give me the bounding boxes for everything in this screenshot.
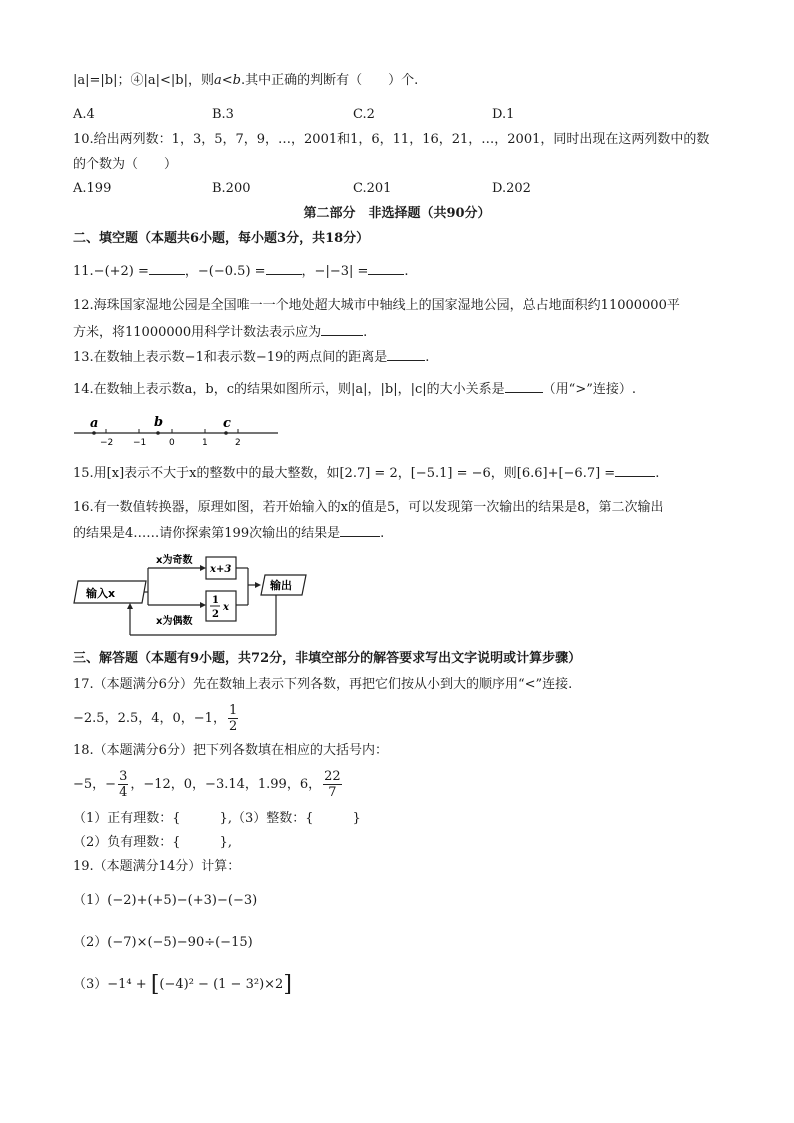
odd-condition-label: x为奇数 [156, 555, 193, 566]
q11-blank-3[interactable] [368, 262, 404, 275]
q17-nums: −2.5，2.5，4，0，−1， [73, 711, 226, 726]
q11-part-a: 11.−(+2) = [73, 264, 149, 279]
q19-text: 19.（本题满分14分）计算： [73, 859, 241, 874]
q10-option-b[interactable]: B.200 [212, 181, 251, 196]
q16-text: 的结果是4……请你探索第199次输出的结果是 [73, 526, 341, 541]
q19-p3-a: （3）−1⁴ + [73, 977, 147, 992]
q17-fraction [228, 703, 238, 734]
part2-title: 第二部分 非选择题（共90分） [303, 206, 491, 221]
q19-bracket-close: ] [283, 972, 292, 997]
q12-line1: 12.海珠国家湿地公园是全国唯一一个地处超大城市中轴线上的国家湿地公园，总占地面积约11000000平 [73, 298, 680, 313]
q12-end: . [363, 325, 368, 340]
q9-option-a[interactable]: A.4 [73, 107, 95, 122]
q17-frac-den: 2 [228, 719, 238, 734]
q17-numbers [73, 700, 240, 738]
q18-numbers [73, 766, 344, 804]
q19-part1: （1）(−2)+(+5)−(+3)−(−3) [73, 893, 258, 908]
q16-line1: 16.有一数值转换器，原理如图，若开始输入的x的值是5，可以发现第一次输出的结果是8，第二次输出 [73, 500, 664, 515]
converter-flowchart [72, 549, 312, 641]
loop-arrow [127, 603, 133, 609]
q17-frac-num: 1 [228, 703, 238, 718]
q11-part-c: ，−|−3| = [301, 264, 369, 279]
q12-text: 方米，将11000000用科学计数法表示应为 [73, 325, 322, 340]
q15 [73, 464, 659, 483]
section3-title: 三、解答题（本题有9小题，共72分，非填空部分的解答要求写出文字说明或计算步骤） [73, 651, 582, 666]
input-label: 输入x [86, 587, 116, 600]
q18-f2-num: 22 [324, 769, 341, 784]
q13-blank[interactable] [387, 348, 425, 361]
q13-end: . [425, 350, 430, 365]
number-line-figure [72, 413, 282, 449]
label-a: a [90, 416, 99, 431]
odd-op-label: x+3 [210, 564, 232, 575]
q11-blank-2[interactable] [266, 262, 302, 275]
q16-end: . [380, 526, 385, 541]
q14 [73, 380, 636, 399]
q10-option-a[interactable]: A.199 [73, 181, 112, 196]
even-condition-label: x为偶数 [156, 616, 193, 627]
q18-sub2: （2）负有理数：{ }, [73, 835, 232, 850]
q18-fraction-2 [323, 769, 342, 800]
q16-blank[interactable] [340, 524, 380, 537]
q18-text: 18.（本题满分6分）把下列各数填在相应的大括号内： [73, 743, 388, 758]
q10-option-d[interactable]: D.202 [492, 181, 531, 196]
q11 [73, 262, 409, 281]
q10-option-c[interactable]: C.201 [353, 181, 392, 196]
odd-arrow [200, 565, 206, 571]
q9-option-d[interactable]: D.1 [492, 107, 515, 122]
even-op-var: x [223, 602, 229, 613]
tick-label-1: 1 [202, 438, 208, 448]
tick-label-2: 2 [235, 438, 241, 448]
label-b: b [154, 415, 164, 430]
q12-line2 [73, 323, 367, 342]
label-c: c [223, 416, 231, 431]
q18-nums-b: ，−12，0，−3.14，1.99，6， [130, 777, 322, 792]
point-c [224, 431, 228, 435]
q9-condition: |a|=|b|；④|a|<|b|，则 [73, 73, 214, 88]
q18-fraction-1 [118, 769, 128, 800]
q10-line2: 的个数为（ ） [73, 157, 178, 172]
q18-f2-den: 7 [328, 785, 337, 800]
tick-label-0: 0 [169, 438, 175, 448]
q11-end: . [404, 264, 409, 279]
q11-blank-1[interactable] [149, 262, 185, 275]
q12-blank[interactable] [321, 323, 363, 336]
tick-label-neg1: −1 [133, 438, 147, 448]
q17-text: 17.（本题满分6分）先在数轴上表示下列各数，再把它们按从小到大的顺序用“<”连接. [73, 677, 573, 692]
q13-text: 13.在数轴上表示数−1和表示数−19的两点间的距离是 [73, 350, 388, 365]
q19-part2: （2）(−7)×(−5)−90÷(−15) [73, 935, 253, 950]
q13 [73, 348, 429, 367]
q18-f1-num: 3 [119, 769, 128, 784]
point-b [156, 431, 160, 435]
q16-line2 [73, 524, 384, 543]
q9-option-c[interactable]: C.2 [353, 107, 375, 122]
q9-inequality: a<b [213, 73, 241, 88]
even-op-num: 1 [212, 595, 219, 606]
q18-f1-den: 4 [119, 785, 128, 800]
even-arrow [200, 602, 206, 608]
q10-line1: 10.给出两列数：1，3，5，7，9，…，2001和1，6，11，16，21，…，2001，同时出现在这两列数中的数 [73, 132, 710, 147]
point-a [92, 431, 96, 435]
q18-nums-a: −5，− [73, 777, 117, 792]
tick-label-neg2: −2 [100, 438, 114, 448]
q18-sub1: （1）正有理数：{ },（3）整数：{ } [73, 811, 361, 826]
q9-question: .其中正确的判断有（ ）个. [240, 73, 419, 88]
output-arrow [255, 582, 261, 588]
q15-text: 15.用[x]表示不大于x的整数中的最大整数，如[2.7] = 2，[−5.1] = −6，则[6.6]+[−6.7] = [73, 466, 616, 481]
q14-blank[interactable] [505, 380, 543, 393]
q19-p3-b: (−4)² − (1 − 3²)×2 [159, 977, 284, 992]
even-op-den: 2 [212, 609, 219, 620]
q15-end: . [655, 466, 660, 481]
q19-part3 [73, 972, 292, 998]
q19-bracket-open: [ [150, 972, 160, 997]
q15-blank[interactable] [615, 464, 655, 477]
output-label: 输出 [270, 579, 292, 592]
q9-option-b[interactable]: B.3 [212, 107, 234, 122]
section2-title: 二、填空题（本题共6小题，每小题3分，共18分） [73, 231, 370, 246]
q14-end: （用“>”连接）. [542, 382, 636, 397]
q11-part-b: ，−(−0.5) = [184, 264, 266, 279]
q14-text: 14.在数轴上表示数a，b，c的结果如图所示，则|a|，|b|，|c|的大小关系是 [73, 382, 505, 397]
q9-tail [73, 72, 418, 90]
